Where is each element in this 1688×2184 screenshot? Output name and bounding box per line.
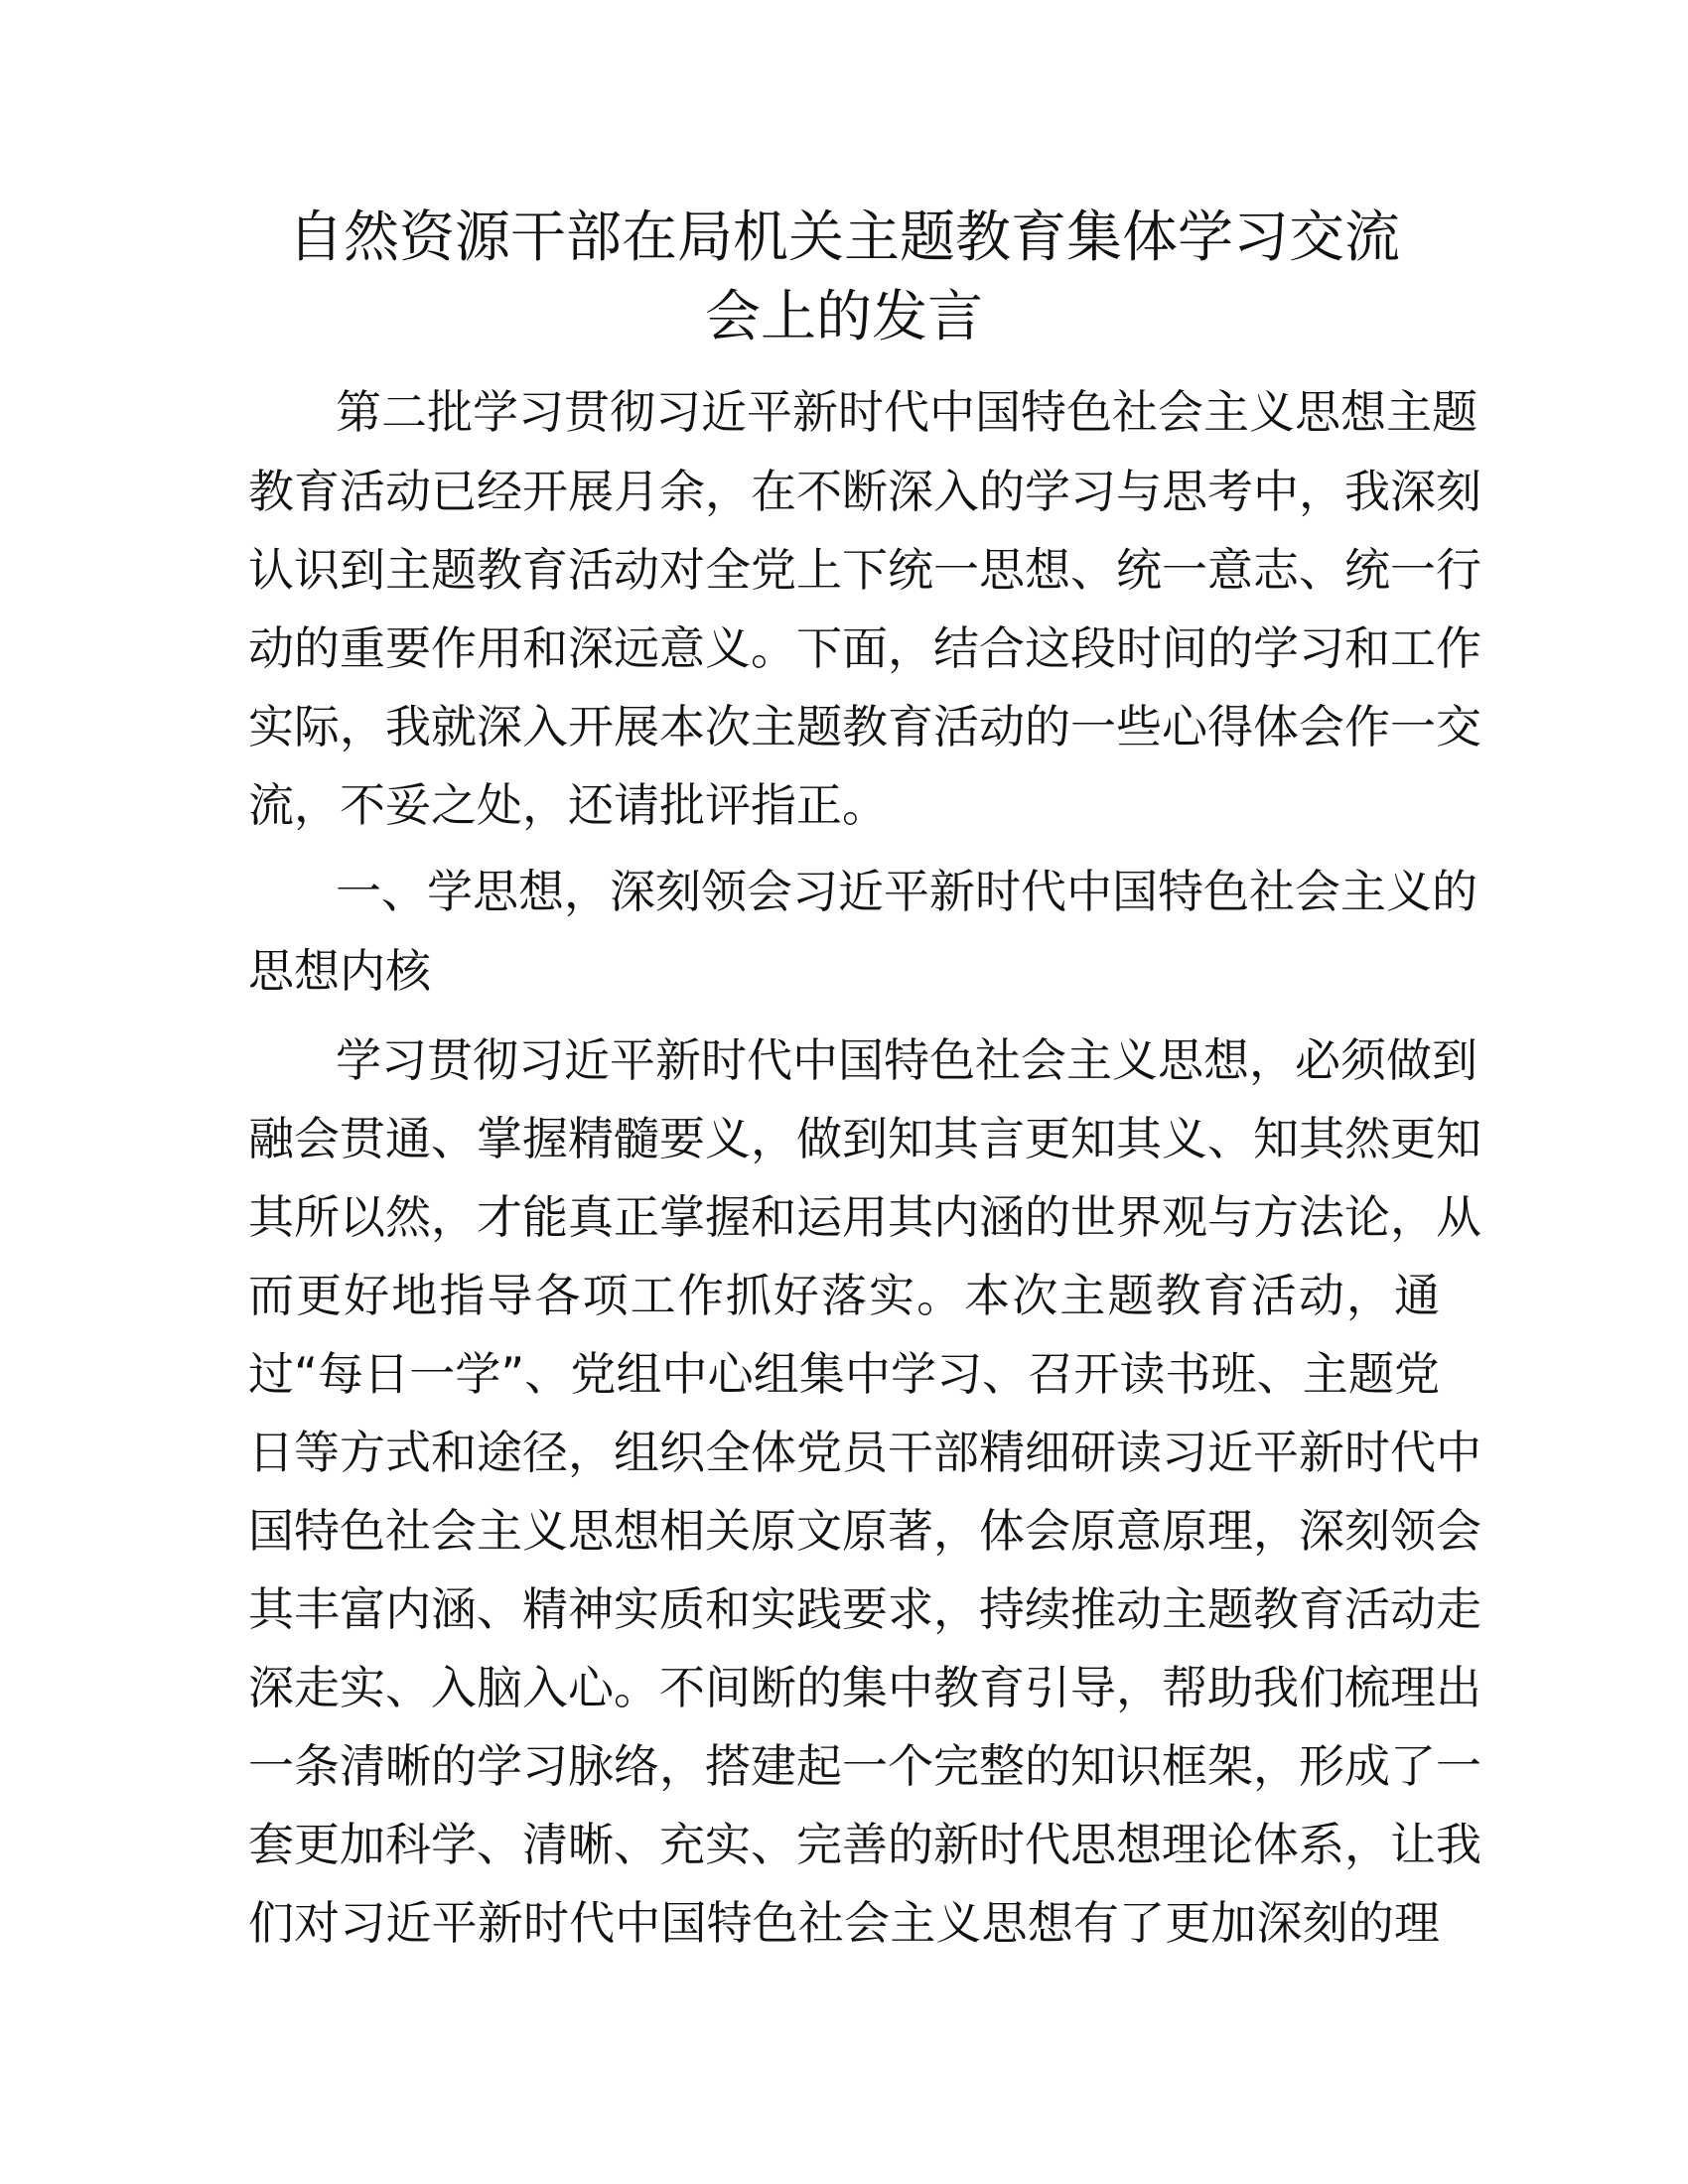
text-line: 学习贯彻习近平新时代中国特色社会主义思想，必须做到 <box>336 1033 1477 1087</box>
text-line: 套更加科学、清晰、充实、完善的新时代思想理论体系，让我 <box>248 1818 1481 1871</box>
text-line: 其所以然，才能真正掌握和运用其内涵的世界观与方法论，从 <box>248 1190 1481 1244</box>
text-line: 流，不妥之处，还请批评指正。 <box>248 778 888 832</box>
text-line: 动的重要作用和深远意义。下面，结合这段时间的学习和工作 <box>248 621 1481 675</box>
text-line: 实际，我就深入开展本次主题教育活动的一些心得体会作一交 <box>248 700 1481 753</box>
text-line: 而更好地指导各项工作抓好落实。本次主题教育活动，通 <box>248 1269 1440 1322</box>
document-title-line-2: 会上的发言 <box>705 285 983 349</box>
text-line: 教育活动已经开展月余，在不断深入的学习与思考中，我深刻 <box>248 465 1481 518</box>
text-line: 深走实、入脑入心。不间断的集中教育引导，帮助我们梳理出 <box>248 1661 1481 1714</box>
text-line: 融会贯通、掌握精髓要义，做到知其言更知其义、知其然更知 <box>248 1112 1481 1165</box>
text-line: 一、学思想，深刻领会习近平新时代中国特色社会主义的 <box>336 865 1477 918</box>
text-line: 认识到主题教育活动对全党上下统一思想、统一意志、统一行 <box>248 543 1481 597</box>
text-line: 国特色社会主义思想相关原文原著，体会原意原理，深刻领会 <box>248 1504 1481 1558</box>
text-line: 一条清晰的学习脉络，搭建起一个完整的知识框架，形成了一 <box>248 1739 1481 1793</box>
text-line: 们对习近平新时代中国特色社会主义思想有了更加深刻的理 <box>248 1896 1440 1950</box>
document-title-line-1: 自然资源干部在局机关主题教育集体学习交流 <box>288 205 1400 270</box>
text-line: 过“每日一学”、党组中心组集中学习、召开读书班、主题党 <box>248 1347 1440 1401</box>
text-line: 第二批学习贯彻习近平新时代中国特色社会主义思想主题 <box>336 385 1477 439</box>
text-line: 日等方式和途径，组织全体党员干部精细研读习近平新时代中 <box>248 1426 1481 1479</box>
text-line: 其丰富内涵、精神实质和实践要求，持续推动主题教育活动走 <box>248 1582 1481 1636</box>
text-line: 思想内核 <box>248 944 431 998</box>
